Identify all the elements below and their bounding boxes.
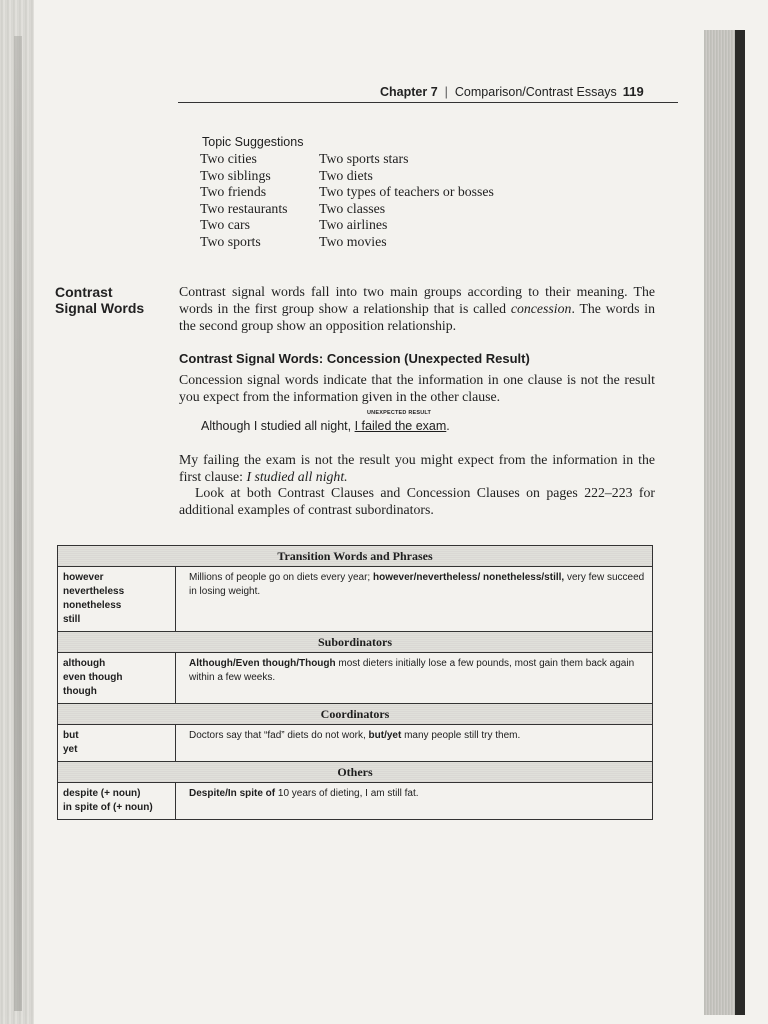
explanation-paragraph: My failing the exam is not the result you might expect from the information in the first clause: I studied all night. [179, 452, 655, 484]
table-row [58, 653, 653, 704]
header-separator: | [444, 85, 448, 99]
page-number: 119 [622, 84, 644, 99]
topic-item: Two sports stars [319, 151, 409, 166]
example-cell: Although/Even though/Though most dieters initially lose a few pounds, most gain them back again within a few weeks. [176, 653, 653, 704]
topic-row [200, 201, 494, 218]
header-rule [178, 102, 678, 103]
example-cell: Doctors say that “fad” diets do not work, but/yet many people still try them. [176, 725, 653, 762]
topics-title: Topic Suggestions [202, 135, 304, 149]
example-cell: Despite/In spite of 10 years of dieting, I am still fat. [176, 783, 653, 820]
table-row [58, 783, 653, 820]
topic-item: Two restaurants [200, 200, 288, 216]
topic-row [200, 168, 494, 185]
page-left-edge [0, 0, 34, 1024]
table-section-title: Subordinators [58, 632, 653, 653]
section-side-heading [55, 284, 144, 316]
topic-row [200, 217, 494, 234]
topic-item: Two diets [319, 167, 373, 183]
example-sentence: Although I studied all night, I failed the exam. [201, 419, 450, 433]
table-row [58, 567, 653, 632]
topic-item: Two cities [200, 151, 257, 166]
page-right-edge [700, 0, 768, 1024]
contrast-words-table [57, 545, 653, 820]
concession-paragraph: Concession signal words indicate that the information in one clause is not the result you expect from the information given in the other clause. [179, 372, 655, 404]
topic-item: Two movies [319, 233, 387, 249]
side-heading-line: Contrast [55, 284, 113, 300]
topic-item: Two types of teachers or bosses [319, 184, 494, 199]
chapter-title: Comparison/Contrast Essays [454, 85, 617, 99]
signal-words-cell: despite (+ noun) in spite of (+ noun) [58, 783, 176, 820]
table-section-title: Transition Words and Phrases [58, 546, 653, 567]
running-header [380, 84, 644, 99]
table-section-title: Others [58, 762, 653, 783]
chapter-label: Chapter 7 [380, 85, 438, 99]
topic-item: Two siblings [200, 167, 271, 183]
topic-item: Two airlines [319, 217, 388, 232]
topic-row [200, 151, 494, 168]
topic-item: Two friends [200, 184, 267, 199]
topic-item: Two classes [319, 200, 386, 216]
topic-item: Two cars [200, 217, 250, 232]
concession-term: concession [510, 301, 572, 316]
table-section-title: Coordinators [58, 704, 653, 725]
intro-paragraph: Contrast signal words fall into two main groups according to their meaning. The words in the first group show a relationship that is called concession. The words in the second group show an opposition relationship. [179, 284, 655, 333]
table-row [58, 725, 653, 762]
underlined-result: I failed the exam [354, 419, 447, 433]
topic-item: Two sports [200, 233, 261, 249]
topic-row [200, 234, 494, 251]
italic-clause: I studied all night. [246, 469, 348, 484]
signal-words-cell: but yet [58, 725, 176, 762]
concession-heading: Contrast Signal Words: Concession (Unexpected Result) [179, 351, 530, 366]
signal-words-cell: although even though though [58, 653, 176, 704]
topics-list [200, 151, 494, 250]
signal-words-cell: however nevertheless nonetheless still [58, 567, 176, 632]
example-cell: Millions of people go on diets every year; however/nevertheless/ nonetheless/still, very few succeed in losing weight. [176, 567, 653, 632]
side-heading-line: Signal Words [55, 300, 145, 316]
topic-row [200, 184, 494, 201]
cross-reference-paragraph: Look at both Contrast Clauses and Concession Clauses on pages 222–223 for additional examples of contrast subordinators. [179, 485, 655, 517]
unexpected-result-tag: UNEXPECTED RESULT [367, 410, 432, 416]
